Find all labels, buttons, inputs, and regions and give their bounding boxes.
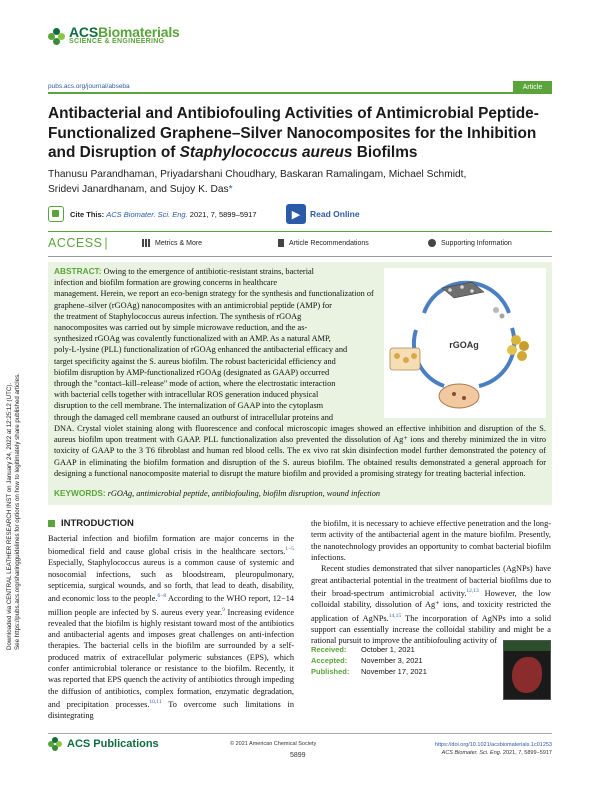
supporting-label: Supporting Information — [441, 239, 512, 247]
abstract-line: infection and biofilm formation are growing concerns in healthcare — [54, 278, 278, 288]
keywords-text: rGOAg, antimicrobial peptide, antibiofouling, biofilm disruption, wound infection — [107, 489, 381, 498]
intro-heading-text: INTRODUCTION — [61, 518, 134, 529]
section-square-icon — [48, 520, 55, 527]
settings-icon — [428, 239, 436, 247]
reference-link[interactable]: 1−5 — [285, 546, 294, 553]
reference-link[interactable]: 10,11 — [149, 699, 162, 706]
authors-line1: Thanusu Parandhaman, Priyadarshani Choudhary, Baskaran Ramalingam, Michael Schmidt, — [48, 169, 467, 180]
published-label: Published: — [311, 667, 350, 676]
abstract-text-narrow — [54, 266, 376, 423]
abstract-text-wide: DNA. Crystal violet staining along with fluorescence and confocal microscopic images showed an effective inhibition and disruption of the S. aureus biofilm upon treatment with GAAP. PLL functionalization also prevented the dissolution of Ag⁺ ions and thereby minimized the in vitro toxicity of GAAP to the 3 T6 fibroblast and human red blood cells. The ex vivo rat skin disinfection model further demonstrated the potency of GAAP in eliminating the biofilm formation and disruption of the S. aureus biofilm. The obtained results demonstrated a general approach for designing a functional nanocomposite material to disrupt the mature biofilm and provided a promising strategy for treating bacterial infection. — [54, 424, 546, 478]
abstract-line: the treatment of Staphylococcus aureus infection. The synthesis of rGOAg — [54, 311, 302, 321]
abstract-label: ABSTRACT: — [54, 266, 102, 276]
journal-url[interactable]: pubs.acs.org/journal/abseba — [48, 83, 130, 90]
recommendations-link[interactable] — [278, 239, 369, 247]
abstract-line: poly-L-lysine (PLL) functionalization of rGOAg enhanced the antibacterial efficacy and — [54, 345, 348, 355]
intro-paragraph: the biofilm, it is necessary to achieve effective penetration and the long-term activity of the antibacterial agent in the mature biofilm. Presently, the nanotechnology provides an opportunity to combat bacterial biofilm infections. — [311, 519, 551, 563]
metrics-link[interactable] — [142, 239, 202, 247]
intro-left-column — [48, 533, 294, 722]
access-divider-top — [48, 231, 552, 232]
accepted-label: Accepted: — [311, 656, 348, 665]
page-number: 5899 — [290, 752, 306, 759]
footer-divider — [48, 733, 552, 734]
authors-line2: Sridevi Janardhanam, and Sujoy K. Das — [48, 183, 229, 195]
toc-graphic[interactable] — [384, 268, 546, 418]
logo-acs: ACS — [69, 24, 98, 40]
abstract-line: with bacterial cells together with intracellular ROS generation induced physical — [54, 390, 319, 400]
access-label: ACCESS | — [48, 236, 109, 250]
footer-cite-details: 2021, 7, 5899−5917 — [501, 750, 552, 756]
cite-row — [48, 204, 552, 228]
publisher-logo[interactable] — [48, 737, 159, 751]
logo-subtitle: SCIENCE & ENGINEERING — [69, 38, 165, 45]
acs-publications-icon — [48, 737, 62, 751]
access-divider: | — [104, 236, 109, 250]
abstract-line: through the "contact–kill–release" mode of action, where the electrostatic interaction — [54, 379, 336, 389]
keywords-label: KEYWORDS: — [54, 488, 106, 498]
reference-link[interactable]: 9 — [222, 606, 225, 613]
published-date: November 17, 2021 — [361, 667, 427, 676]
damaged-cell-icon — [439, 384, 479, 408]
intro-heading — [48, 518, 134, 529]
abstract-line: target specificity against the S. aureus biofilm. The robust bactericidal efficiency and — [54, 356, 336, 366]
abstract-line: disruption to the cell membrane. The internalization of GAAP into the cytoplasm — [54, 401, 324, 411]
copyright: © 2021 American Chemical Society — [230, 741, 317, 747]
intro-right-column — [311, 518, 551, 646]
doi-block — [430, 741, 552, 757]
article-type-badge: Article — [513, 81, 552, 93]
access-divider-bottom — [48, 256, 552, 257]
download-notice-line2: See https://pubs.acs.org/sharingguidelines for options on how to legitimately share published articles. — [13, 373, 21, 650]
abstract-line: Owing to the emergence of antibiotic-resistant strains, bacterial — [103, 267, 314, 276]
journal-logo[interactable] — [48, 24, 180, 46]
received-date: October 1, 2021 — [361, 645, 415, 654]
title-part1: Antibacterial and Antibiofouling Activities of Antimicrobial Peptide-Functionalized Graphene–Silver Nanocomposites for the Inhibition and Disruption of — [48, 105, 539, 161]
cite-icon[interactable] — [48, 206, 64, 222]
publication-dates — [311, 644, 427, 677]
supporting-info-link[interactable] — [428, 239, 512, 247]
cite-journal-link[interactable]: ACS Biomater. Sci. Eng. — [106, 210, 188, 219]
footer-journal: ACS Biomater. Sci. Eng. — [441, 750, 502, 756]
abstract-line: graphene–silver (rGOAg) nanocomposites with an antimicrobial peptide (AMP) for — [54, 300, 332, 310]
intro-paragraph: Recent studies demonstrated that silver nanoparticles (AgNPs) have great antibacterial potential in the treatment of bacterial biofilms due to their broad-spectrum antimicrobial activity.$^{12,13}$ However, the low colloidal stability, dissolution of Ag⁺ ions, and toxicity restricted the application of AgNPs.$^{14,15}$ The incorporation of AgNPs into a solid support can essentially increase the colloidal stability and might be a rational pursuit to improve the antibiofouling activity of — [311, 564, 551, 645]
cite-label: Cite This: — [70, 210, 105, 219]
cite-text — [70, 210, 257, 219]
header-divider — [48, 92, 552, 94]
abstract-line: nanocomposites was carried out by simple microwave reduction, and the as- — [54, 323, 308, 333]
cite-details: 2021, 7, 5899–5917 — [187, 210, 257, 219]
download-notice-line1: Downloaded via CENTRAL LEATHER RESEARCH INST on January 24, 2022 at 12:25:12 (UTC). — [6, 382, 13, 650]
metrics-label: Metrics & More — [155, 239, 203, 247]
article-title — [48, 104, 558, 163]
abstract-line: management. Herein, we report an eco-benign strategy for the synthesis and functionalization of — [54, 289, 374, 299]
publisher-name: ACS Publications — [67, 738, 159, 750]
read-online-link[interactable]: Read Online — [310, 209, 360, 219]
title-part2: Biofilms — [352, 144, 418, 161]
abstract-line: synthesized rGOAg was covalently functionalized with an AMP. As a natural AMP, — [54, 334, 331, 344]
cover-header — [504, 641, 550, 651]
received-label: Received: — [311, 645, 347, 654]
document-icon — [278, 239, 284, 247]
keywords — [54, 488, 380, 498]
bar-chart-icon — [142, 239, 150, 247]
abstract-line: biofilm disruption by AMP-functionalized rGOAg (designated as GAAP) occurred — [54, 367, 330, 377]
read-online-icon[interactable]: ▶ — [286, 204, 306, 224]
reference-link[interactable]: 6−8 — [157, 593, 167, 600]
recommendations-label: Article Recommendations — [289, 239, 369, 247]
logo-main: Biomaterials — [97, 24, 180, 40]
reference-link[interactable]: 12,13 — [466, 588, 479, 595]
download-notice — [6, 230, 21, 650]
acs-logo-icon — [48, 28, 66, 46]
biofilm-icon — [390, 348, 420, 370]
cover-art — [512, 657, 542, 693]
title-italic: Staphylococcus aureus — [179, 144, 353, 161]
intro-paragraph: Bacterial infection and biofilm formation are major concerns in the biomedical field and cause global crisis in the healthcare sectors.$^{1-5}$ Especially, Staphylococcus aureus is a common cause of systemic and nosocomial infections, such as bloodstream, pleuropulmonary, septicemia, surgical wounds, and so forth, that lead to death, disability, and economic loss to the people.$^{6-8}$ According to the WHO report, 12−14 million people are infected by S. aureus every year.$^9$ Increasing evidence revealed that the biofilm is highly resistant toward most of the antibiotics and antibacterial agents and imposes great challenges on anti-infection therapies. The bacterial cells in the biofilm are surrounded by a self-produced matrix of extracellular polymeric substances (EPS), which confer antimicrobial tolerance or resistance to the biofilm. Recently, it was reported that EPS quench the activity of antibiotics through impeding the diffusion of antibiotics, complex formation, enzymatic degradation, and precipitation processes.$^{10,11}$ To overcome such limitations in disintegrating — [48, 534, 295, 721]
doi-link[interactable]: https://doi.org/10.1021/acsbiomaterials.1c01253 — [434, 742, 552, 748]
abstract-line: through the damaged cell membrane caused an outburst of intracellular proteins and — [54, 412, 333, 422]
author-list — [48, 168, 548, 197]
access-bar — [48, 236, 552, 252]
corresponding-author-star[interactable]: * — [228, 183, 233, 195]
toc-graphic-label: rGOAg — [449, 340, 479, 350]
accepted-date: November 3, 2021 — [361, 656, 423, 665]
reference-link[interactable]: 14,15 — [388, 612, 402, 619]
journal-cover-image[interactable] — [503, 640, 551, 700]
